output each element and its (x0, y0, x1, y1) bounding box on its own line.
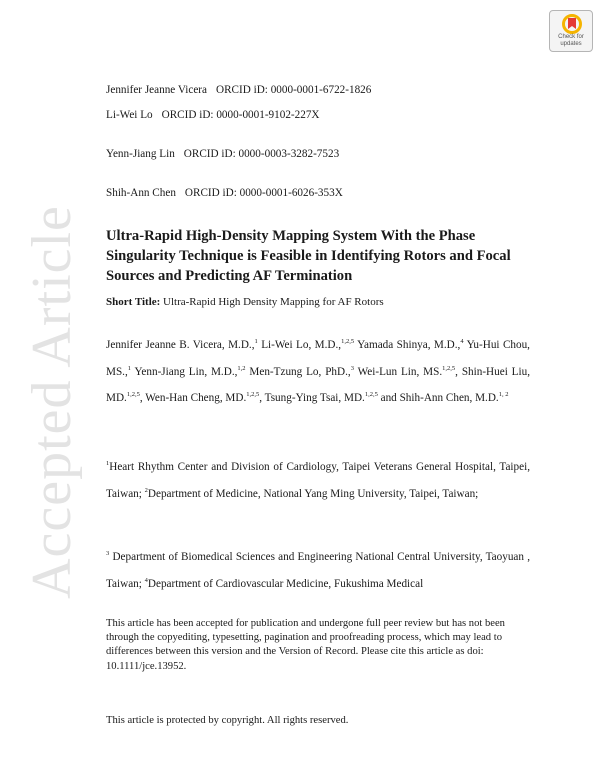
check-for-updates-badge[interactable] (549, 10, 593, 52)
author-affiliation-sup: 1 (127, 364, 132, 372)
author-name: Yamada Shinya, M.D., (357, 339, 461, 351)
orcid-id[interactable]: ORCID iD: 0000-0001-9102-227X (161, 109, 320, 121)
author-separator: , (259, 392, 265, 404)
check-for-updates-label: Check for updates (558, 34, 584, 47)
author-affiliation-sup: 1,2,5 (341, 338, 355, 345)
affiliation-text: Department of Biomedical Sciences and Engineering National Central University, Taoyuan , Taiwan; (106, 551, 530, 590)
article-title: Ultra-Rapid High-Density Mapping System With the Phase Singularity Technique is Feasible in Identifying Rotors and Focal Sources and Predicting AF Termination (106, 228, 511, 284)
author-name: Shin-Huei Liu, MD. (106, 365, 531, 404)
affiliation-sup: 4 (144, 577, 148, 584)
author-name: Wei-Lun Lin, MS. (357, 365, 443, 378)
orcid-id[interactable]: ORCID iD: 0000-0001-6026-353X (184, 187, 343, 199)
orcid-entry (106, 148, 339, 160)
author-separator: , (139, 392, 146, 404)
orcid-author-name: Yenn-Jiang Lin (106, 148, 175, 160)
author-name: Men-Tzung Lo, PhD., (249, 365, 351, 378)
author-affiliation-sup: 1, 2 (498, 391, 509, 398)
accepted-article-note: This article has been accepted for publication and undergone full peer review but has not been through the copyediting, typesetting, pagination and proofreading process, which may lead to differences between this version and the Version of Record. Please cite this article as doi: 10.1111/jce.13952. (106, 618, 505, 672)
affiliations-block-1 (106, 454, 530, 508)
orcid-author-name: Jennifer Jeanne Vicera (106, 84, 207, 96)
check-for-updates-icon (561, 14, 583, 34)
author-affiliation-sup: 3 (350, 364, 354, 372)
affiliation-text: Heart Rhythm Center and Division of Cardiology, Taipei Veterans General Hospital, Taipei, Taiwan; (106, 461, 530, 500)
orcid-entry (106, 109, 320, 121)
affiliation-sup: 3 (106, 550, 110, 557)
author-affiliation-sup: 4 (460, 338, 464, 345)
orcid-id[interactable]: ORCID iD: 0000-0001-6722-1826 (216, 84, 372, 96)
author-affiliation-sup: 1,2,5 (246, 391, 260, 398)
affiliation-sup: 2 (144, 487, 148, 494)
short-title-text: Ultra-Rapid High Density Mapping for AF Rotors (163, 296, 384, 308)
author-list (106, 332, 530, 412)
author-name: Li-Wei Lo, M.D., (261, 339, 342, 351)
orcid-id[interactable]: ORCID iD: 0000-0003-3282-7523 (183, 148, 340, 160)
orcid-author-name: Shih-Ann Chen (106, 187, 176, 199)
author-name: Yenn-Jiang Lin, M.D., (134, 365, 238, 378)
orcid-entry (106, 84, 371, 96)
author-name: Tsung-Ying Tsai, MD. (264, 392, 365, 404)
affiliation-sup: 1 (106, 460, 110, 467)
author-affiliation-sup: 1,2,5 (442, 364, 456, 372)
author-affiliation-sup: 1,2 (237, 364, 246, 372)
author-affiliation-sup: 1 (254, 338, 258, 345)
orcid-entry (106, 187, 343, 199)
affiliation-text: Department of Medicine, National Yang Ming University, Taipei, Taiwan; (147, 488, 479, 500)
author-conjunction: and (380, 392, 397, 404)
author-affiliation-sup: 1,2,5 (364, 391, 378, 398)
affiliations-block-2 (106, 544, 530, 598)
short-title (106, 296, 384, 308)
author-name: Jennifer Jeanne B. Vicera, M.D., (106, 339, 255, 351)
author-affiliation-sup: 1,2,5 (126, 391, 140, 398)
author-name: Shih-Ann Chen, M.D. (399, 392, 499, 404)
author-separator: , (455, 365, 462, 378)
author-name: Yu-Hui Chou, MS., (106, 339, 530, 378)
author-name: Wen-Han Cheng, MD. (145, 392, 247, 404)
affiliation-text: Department of Cardiovascular Medicine, Fukushima Medical (147, 578, 424, 590)
short-title-label: Short Title: (106, 296, 161, 308)
copyright-notice: This article is protected by copyright. All rights reserved. (106, 715, 349, 726)
orcid-author-name: Li-Wei Lo (106, 109, 153, 121)
accepted-article-watermark: Accepted Article (21, 205, 83, 599)
